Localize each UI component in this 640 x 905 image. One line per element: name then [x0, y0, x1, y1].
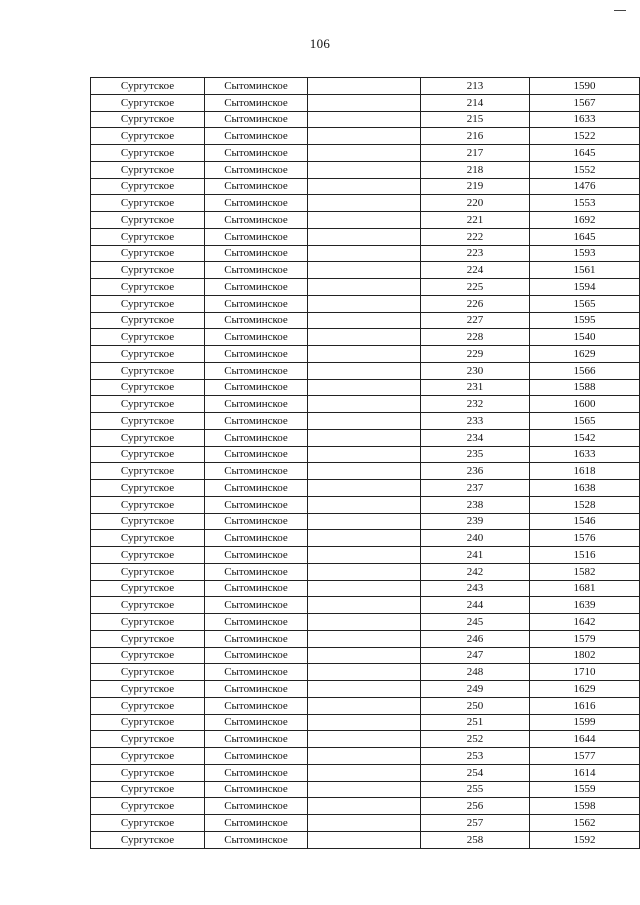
field-cell: Сургутское [91, 178, 205, 195]
area-cell: Сытоминское [205, 295, 308, 312]
blank-cell [308, 429, 421, 446]
value-cell: 1645 [530, 145, 640, 162]
value-cell: 1542 [530, 429, 640, 446]
field-cell: Сургутское [91, 111, 205, 128]
area-cell: Сытоминское [205, 547, 308, 564]
blank-cell [308, 764, 421, 781]
field-cell: Сургутское [91, 697, 205, 714]
blank-cell [308, 195, 421, 212]
blank-cell [308, 530, 421, 547]
area-cell: Сытоминское [205, 346, 308, 363]
area-cell: Сытоминское [205, 178, 308, 195]
area-cell: Сытоминское [205, 245, 308, 262]
number-cell: 233 [421, 413, 530, 430]
field-cell: Сургутское [91, 329, 205, 346]
table-row [91, 145, 640, 162]
table-row [91, 178, 640, 195]
number-cell: 220 [421, 195, 530, 212]
blank-cell [308, 228, 421, 245]
number-cell: 237 [421, 480, 530, 497]
blank-cell [308, 346, 421, 363]
table-row [91, 647, 640, 664]
table-row [91, 379, 640, 396]
area-cell: Сытоминское [205, 362, 308, 379]
number-cell: 255 [421, 781, 530, 798]
number-cell: 215 [421, 111, 530, 128]
field-cell: Сургутское [91, 429, 205, 446]
field-cell: Сургутское [91, 647, 205, 664]
table-row [91, 329, 640, 346]
blank-cell [308, 463, 421, 480]
area-cell: Сытоминское [205, 664, 308, 681]
field-cell: Сургутское [91, 463, 205, 480]
value-cell: 1566 [530, 362, 640, 379]
field-cell: Сургутское [91, 597, 205, 614]
number-cell: 254 [421, 764, 530, 781]
value-cell: 1516 [530, 547, 640, 564]
number-cell: 218 [421, 161, 530, 178]
field-cell: Сургутское [91, 413, 205, 430]
number-cell: 230 [421, 362, 530, 379]
area-cell: Сытоминское [205, 580, 308, 597]
table-row [91, 195, 640, 212]
blank-cell [308, 480, 421, 497]
value-cell: 1614 [530, 764, 640, 781]
field-cell: Сургутское [91, 94, 205, 111]
blank-cell [308, 748, 421, 765]
area-cell: Сытоминское [205, 530, 308, 547]
field-cell: Сургутское [91, 145, 205, 162]
field-cell: Сургутское [91, 831, 205, 848]
table-row [91, 212, 640, 229]
value-cell: 1595 [530, 312, 640, 329]
blank-cell [308, 94, 421, 111]
table-row [91, 597, 640, 614]
value-cell: 1476 [530, 178, 640, 195]
blank-cell [308, 681, 421, 698]
blank-cell [308, 630, 421, 647]
table-row [91, 480, 640, 497]
blank-cell [308, 212, 421, 229]
number-cell: 247 [421, 647, 530, 664]
value-cell: 1681 [530, 580, 640, 597]
value-cell: 1553 [530, 195, 640, 212]
area-cell: Сытоминское [205, 714, 308, 731]
field-cell: Сургутское [91, 78, 205, 95]
table-row [91, 245, 640, 262]
area-cell: Сытоминское [205, 748, 308, 765]
area-cell: Сытоминское [205, 513, 308, 530]
blank-cell [308, 781, 421, 798]
table-row [91, 513, 640, 530]
table-row [91, 262, 640, 279]
number-cell: 253 [421, 748, 530, 765]
area-cell: Сытоминское [205, 279, 308, 296]
blank-cell [308, 145, 421, 162]
value-cell: 1567 [530, 94, 640, 111]
field-cell: Сургутское [91, 614, 205, 631]
blank-cell [308, 312, 421, 329]
blank-cell [308, 279, 421, 296]
value-cell: 1593 [530, 245, 640, 262]
value-cell: 1598 [530, 798, 640, 815]
field-cell: Сургутское [91, 798, 205, 815]
number-cell: 240 [421, 530, 530, 547]
table-row [91, 111, 640, 128]
number-cell: 227 [421, 312, 530, 329]
records-table [90, 77, 640, 849]
value-cell: 1644 [530, 731, 640, 748]
value-cell: 1579 [530, 630, 640, 647]
blank-cell [308, 262, 421, 279]
area-cell: Сытоминское [205, 195, 308, 212]
number-cell: 217 [421, 145, 530, 162]
field-cell: Сургутское [91, 312, 205, 329]
field-cell: Сургутское [91, 815, 205, 832]
value-cell: 1629 [530, 681, 640, 698]
area-cell: Сытоминское [205, 379, 308, 396]
blank-cell [308, 245, 421, 262]
area-cell: Сытоминское [205, 446, 308, 463]
blank-cell [308, 128, 421, 145]
blank-cell [308, 161, 421, 178]
table-row [91, 664, 640, 681]
number-cell: 224 [421, 262, 530, 279]
blank-cell [308, 329, 421, 346]
area-cell: Сытоминское [205, 764, 308, 781]
value-cell: 1582 [530, 563, 640, 580]
number-cell: 250 [421, 697, 530, 714]
field-cell: Сургутское [91, 295, 205, 312]
blank-cell [308, 731, 421, 748]
area-cell: Сытоминское [205, 731, 308, 748]
blank-cell [308, 563, 421, 580]
field-cell: Сургутское [91, 212, 205, 229]
number-cell: 225 [421, 279, 530, 296]
table-row [91, 714, 640, 731]
field-cell: Сургутское [91, 396, 205, 413]
value-cell: 1642 [530, 614, 640, 631]
number-cell: 222 [421, 228, 530, 245]
number-cell: 244 [421, 597, 530, 614]
area-cell: Сытоминское [205, 396, 308, 413]
number-cell: 236 [421, 463, 530, 480]
number-cell: 214 [421, 94, 530, 111]
area-cell: Сытоминское [205, 212, 308, 229]
number-cell: 249 [421, 681, 530, 698]
value-cell: 1638 [530, 480, 640, 497]
value-cell: 1588 [530, 379, 640, 396]
area-cell: Сытоминское [205, 681, 308, 698]
value-cell: 1618 [530, 463, 640, 480]
blank-cell [308, 597, 421, 614]
blank-cell [308, 547, 421, 564]
value-cell: 1802 [530, 647, 640, 664]
blank-cell [308, 78, 421, 95]
value-cell: 1546 [530, 513, 640, 530]
area-cell: Сытоминское [205, 111, 308, 128]
field-cell: Сургутское [91, 496, 205, 513]
value-cell: 1645 [530, 228, 640, 245]
value-cell: 1592 [530, 831, 640, 848]
area-cell: Сытоминское [205, 697, 308, 714]
area-cell: Сытоминское [205, 329, 308, 346]
table-row [91, 279, 640, 296]
area-cell: Сытоминское [205, 630, 308, 647]
area-cell: Сытоминское [205, 496, 308, 513]
table-row [91, 563, 640, 580]
table-row [91, 764, 640, 781]
number-cell: 235 [421, 446, 530, 463]
table-row [91, 530, 640, 547]
table-row [91, 362, 640, 379]
table-row [91, 831, 640, 848]
field-cell: Сургутское [91, 580, 205, 597]
blank-cell [308, 496, 421, 513]
blank-cell [308, 664, 421, 681]
area-cell: Сытоминское [205, 145, 308, 162]
value-cell: 1565 [530, 295, 640, 312]
number-cell: 226 [421, 295, 530, 312]
value-cell: 1710 [530, 664, 640, 681]
area-cell: Сытоминское [205, 262, 308, 279]
number-cell: 256 [421, 798, 530, 815]
value-cell: 1528 [530, 496, 640, 513]
table-row [91, 161, 640, 178]
number-cell: 228 [421, 329, 530, 346]
field-cell: Сургутское [91, 480, 205, 497]
value-cell: 1616 [530, 697, 640, 714]
number-cell: 234 [421, 429, 530, 446]
number-cell: 242 [421, 563, 530, 580]
field-cell: Сургутское [91, 346, 205, 363]
field-cell: Сургутское [91, 279, 205, 296]
blank-cell [308, 815, 421, 832]
records-table-body [91, 78, 640, 849]
table-row [91, 580, 640, 597]
field-cell: Сургутское [91, 731, 205, 748]
table-row [91, 78, 640, 95]
blank-cell [308, 295, 421, 312]
value-cell: 1576 [530, 530, 640, 547]
field-cell: Сургутское [91, 513, 205, 530]
number-cell: 258 [421, 831, 530, 848]
field-cell: Сургутское [91, 446, 205, 463]
number-cell: 229 [421, 346, 530, 363]
number-cell: 248 [421, 664, 530, 681]
table-row [91, 614, 640, 631]
blank-cell [308, 647, 421, 664]
table-row [91, 630, 640, 647]
area-cell: Сытоминское [205, 647, 308, 664]
value-cell: 1522 [530, 128, 640, 145]
blank-cell [308, 831, 421, 848]
value-cell: 1552 [530, 161, 640, 178]
value-cell: 1594 [530, 279, 640, 296]
table-row [91, 815, 640, 832]
field-cell: Сургутское [91, 547, 205, 564]
field-cell: Сургутское [91, 161, 205, 178]
area-cell: Сытоминское [205, 815, 308, 832]
table-row [91, 781, 640, 798]
value-cell: 1561 [530, 262, 640, 279]
value-cell: 1540 [530, 329, 640, 346]
area-cell: Сытоминское [205, 429, 308, 446]
table-row [91, 346, 640, 363]
field-cell: Сургутское [91, 764, 205, 781]
field-cell: Сургутское [91, 714, 205, 731]
table-row [91, 697, 640, 714]
table-row [91, 94, 640, 111]
area-cell: Сытоминское [205, 480, 308, 497]
area-cell: Сытоминское [205, 831, 308, 848]
value-cell: 1559 [530, 781, 640, 798]
number-cell: 213 [421, 78, 530, 95]
area-cell: Сытоминское [205, 781, 308, 798]
table-row [91, 396, 640, 413]
table-row [91, 547, 640, 564]
number-cell: 243 [421, 580, 530, 597]
area-cell: Сытоминское [205, 413, 308, 430]
value-cell: 1633 [530, 111, 640, 128]
page-number: 106 [309, 36, 331, 51]
number-cell: 246 [421, 630, 530, 647]
table-row [91, 429, 640, 446]
field-cell: Сургутское [91, 262, 205, 279]
area-cell: Сытоминское [205, 78, 308, 95]
field-cell: Сургутское [91, 228, 205, 245]
area-cell: Сытоминское [205, 597, 308, 614]
table-row [91, 798, 640, 815]
number-cell: 251 [421, 714, 530, 731]
value-cell: 1599 [530, 714, 640, 731]
blank-cell [308, 798, 421, 815]
table-row [91, 128, 640, 145]
blank-cell [308, 614, 421, 631]
area-cell: Сытоминское [205, 94, 308, 111]
value-cell: 1565 [530, 413, 640, 430]
number-cell: 223 [421, 245, 530, 262]
value-cell: 1590 [530, 78, 640, 95]
number-cell: 252 [421, 731, 530, 748]
number-cell: 221 [421, 212, 530, 229]
field-cell: Сургутское [91, 681, 205, 698]
value-cell: 1629 [530, 346, 640, 363]
field-cell: Сургутское [91, 245, 205, 262]
field-cell: Сургутское [91, 664, 205, 681]
value-cell: 1562 [530, 815, 640, 832]
blank-cell [308, 513, 421, 530]
value-cell: 1633 [530, 446, 640, 463]
area-cell: Сытоминское [205, 798, 308, 815]
value-cell: 1600 [530, 396, 640, 413]
field-cell: Сургутское [91, 748, 205, 765]
blank-cell [308, 697, 421, 714]
table-row [91, 228, 640, 245]
value-cell: 1577 [530, 748, 640, 765]
table-row [91, 295, 640, 312]
number-cell: 241 [421, 547, 530, 564]
area-cell: Сытоминское [205, 463, 308, 480]
blank-cell [308, 446, 421, 463]
table-row [91, 731, 640, 748]
table-row [91, 681, 640, 698]
area-cell: Сытоминское [205, 161, 308, 178]
field-cell: Сургутское [91, 563, 205, 580]
field-cell: Сургутское [91, 530, 205, 547]
blank-cell [308, 362, 421, 379]
table-row [91, 312, 640, 329]
number-cell: 219 [421, 178, 530, 195]
blank-cell [308, 714, 421, 731]
value-cell: 1639 [530, 597, 640, 614]
blank-cell [308, 379, 421, 396]
number-cell: 245 [421, 614, 530, 631]
number-cell: 232 [421, 396, 530, 413]
blank-cell [308, 396, 421, 413]
blank-cell [308, 178, 421, 195]
table-row [91, 413, 640, 430]
blank-cell [308, 111, 421, 128]
table-row [91, 446, 640, 463]
number-cell: 231 [421, 379, 530, 396]
corner-mark [614, 10, 626, 11]
area-cell: Сытоминское [205, 312, 308, 329]
table-row [91, 463, 640, 480]
number-cell: 257 [421, 815, 530, 832]
field-cell: Сургутское [91, 379, 205, 396]
blank-cell [308, 580, 421, 597]
field-cell: Сургутское [91, 362, 205, 379]
area-cell: Сытоминское [205, 614, 308, 631]
area-cell: Сытоминское [205, 228, 308, 245]
area-cell: Сытоминское [205, 128, 308, 145]
number-cell: 216 [421, 128, 530, 145]
table-row [91, 496, 640, 513]
number-cell: 238 [421, 496, 530, 513]
field-cell: Сургутское [91, 128, 205, 145]
value-cell: 1692 [530, 212, 640, 229]
area-cell: Сытоминское [205, 563, 308, 580]
number-cell: 239 [421, 513, 530, 530]
table-row [91, 748, 640, 765]
field-cell: Сургутское [91, 781, 205, 798]
blank-cell [308, 413, 421, 430]
field-cell: Сургутское [91, 195, 205, 212]
field-cell: Сургутское [91, 630, 205, 647]
